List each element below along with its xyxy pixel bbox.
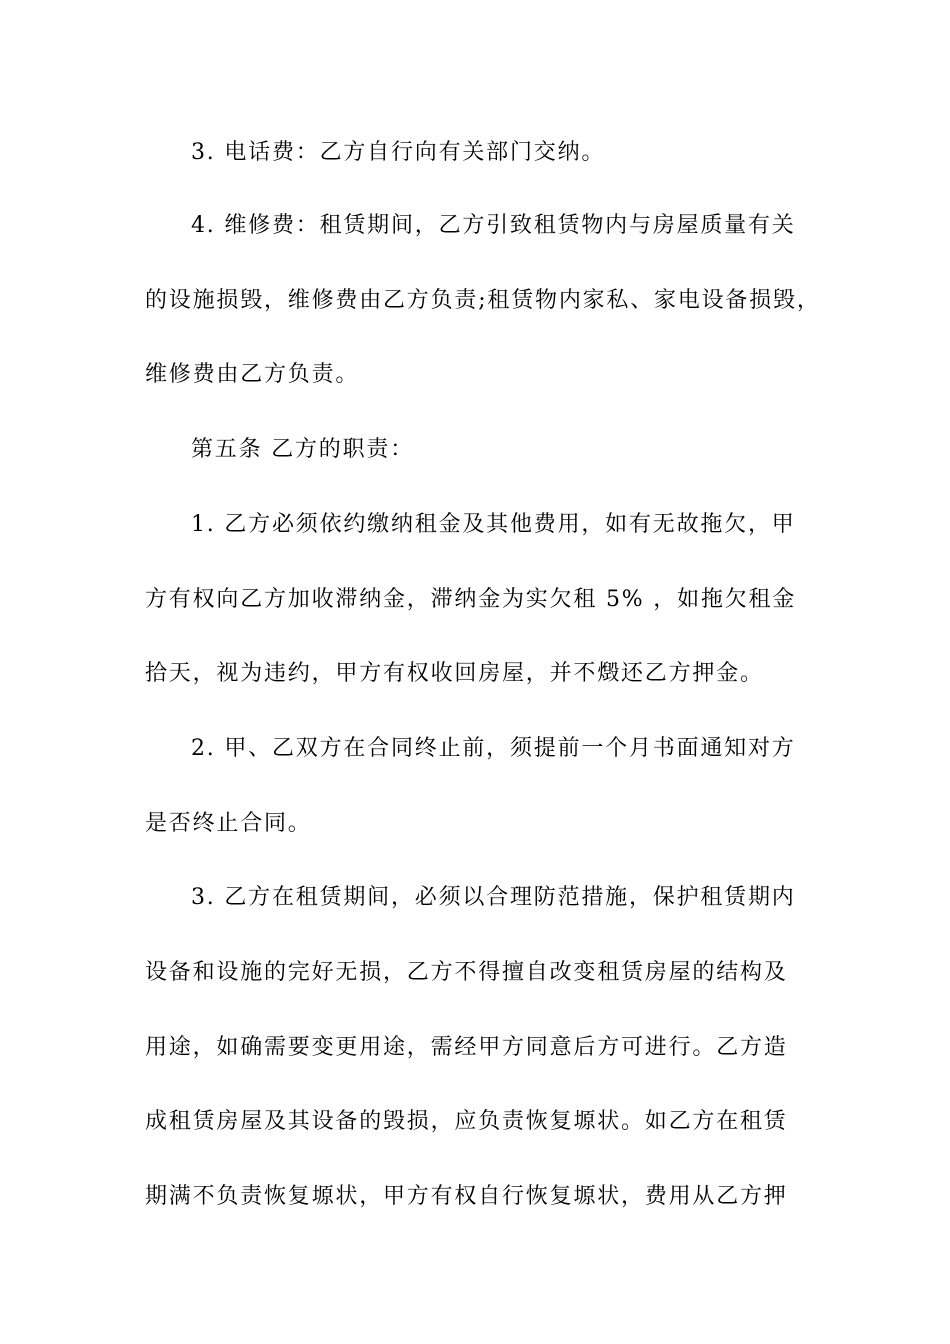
text-line-12: 设备和设施的完好无损，乙方不得擅自改变租赁房屋的结构及 (145, 960, 788, 985)
text-line-7: 方有权向乙方加收滞纳金，滞纳金为实欠租 5% ，如拖欠租金 (145, 587, 797, 612)
text-line-2: 4. 维修费：租赁期间，乙方引致租赁物内与房屋质量有关 (191, 213, 796, 238)
text-line-1: 3. 电话费：乙方自行向有关部门交纳。 (191, 140, 606, 165)
text-line-9: 2. 甲、乙双方在合同终止前，须提前一个月书面通知对方 (191, 736, 796, 761)
text-line-15: 期满不负责恢复塬状，甲方有权自行恢复塬状，费用从乙方押 (145, 1184, 788, 1209)
text-line-8: 拾天，视为违约，甲方有权收回房屋，并不燬还乙方押金。 (145, 661, 764, 686)
text-line-11: 3. 乙方在租赁期间，必须以合理防范措施，保护租赁期内 (191, 885, 796, 910)
text-line-10: 是否终止合同。 (145, 811, 312, 836)
text-line-13: 用途，如确需要变更用途，需经甲方同意后方可进行。乙方造 (145, 1035, 788, 1060)
section-heading: 第五条 乙方的职责： (191, 437, 414, 462)
text-line-4: 维修费由乙方负责。 (145, 362, 360, 387)
text-line-3: 的设施损毁，维修费由乙方负责;租赁物内家私、家电设备损毁， (145, 288, 821, 313)
text-line-14: 成租赁房屋及其设备的毁损，应负责恢复塬状。如乙方在租赁 (145, 1109, 788, 1134)
text-line-6: 1. 乙方必须依约缴纳租金及其他费用，如有无故拖欠，甲 (191, 512, 796, 537)
